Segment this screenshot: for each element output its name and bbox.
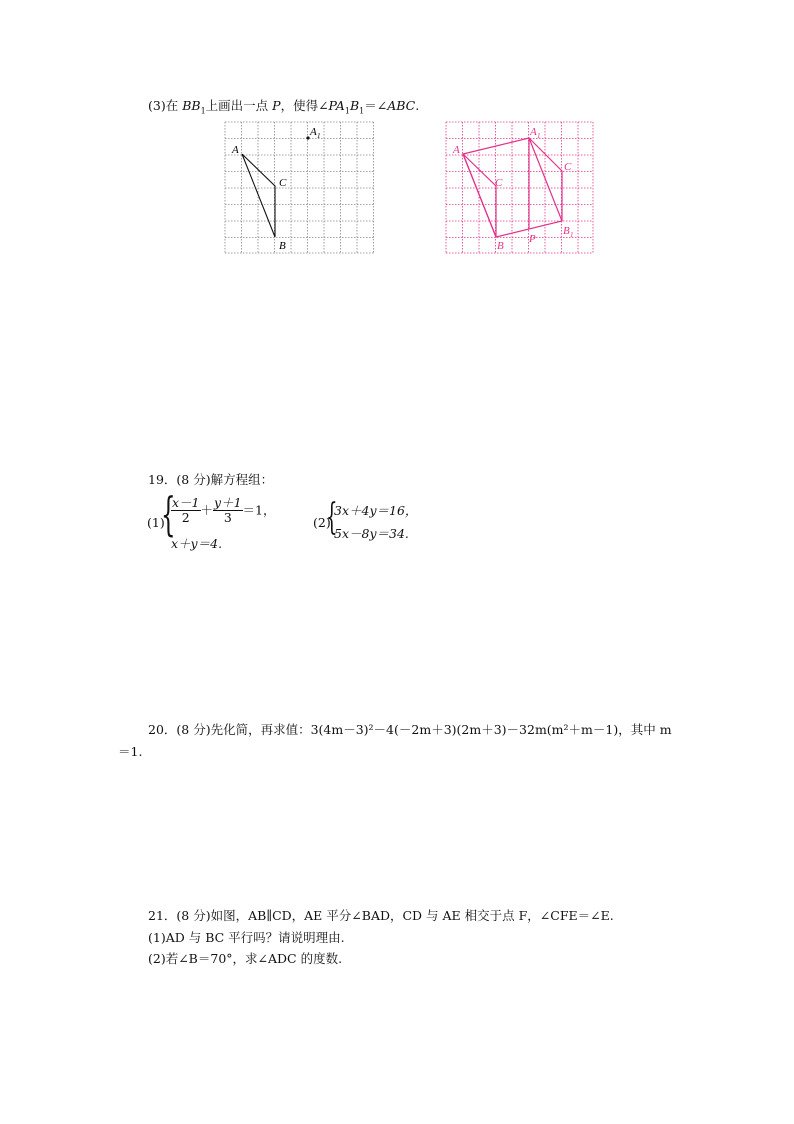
plus: ＋ [200,502,214,518]
label-a1: A [530,126,537,138]
label-b1: B [563,225,570,237]
figure-right-grid [445,121,595,255]
q19-title: 19．(8 分)解方程组： [148,472,274,487]
q18-comma: ，使得∠ [280,98,329,113]
frac2 [213,496,243,525]
frac1 [171,496,201,525]
q18-abc: ABC [387,98,416,113]
q19-eq4: 5x－8y＝34. [334,526,409,541]
label-a1-sub: 1 [537,132,541,140]
grid-lines [225,122,374,253]
q18-bb1: BB [182,98,201,113]
q18-sub1: 1 [200,106,206,116]
label-b: B [497,240,504,252]
frac1-num: x－1 [172,495,200,510]
label-a1-sub: 1 [317,132,321,140]
q21-line2: (1)AD 与 BC 平行吗？请说明理由. [148,930,345,945]
label-c: C [495,177,503,189]
label-c: C [279,177,287,189]
brace-1: { [161,487,176,541]
q18-eq: ＝∠ [364,98,388,113]
q18-part3-text [148,98,419,120]
q19-eq3: 3x＋4y＝16， [334,503,418,518]
q20-line1: 20．(8 分)先化简，再求值：3(4m－3)²－4(－2m＋3)(2m＋3)－32m(m²＋m－1)，其中 m [148,722,672,737]
q19-eq2: x＋y＝4. [171,536,223,551]
label-c2: C [564,161,572,173]
label-b1-sub: 1 [570,231,574,239]
q18-mid: 上画出一点 [205,98,273,113]
frac2-den: 3 [223,510,232,525]
frac1-den: 2 [181,510,190,525]
quad-a-a1-b1-b [463,138,562,237]
label-b: B [279,240,286,252]
q20-line2: ＝1. [118,744,143,759]
label-p: P [529,233,536,245]
frac2-num: y＋1 [214,495,242,510]
label-a: A [453,144,460,156]
triangle-abc [242,154,275,237]
q18-end: . [415,98,420,113]
label-a1: A [310,126,317,138]
q18-sub3: 1 [359,106,365,116]
q18-sub2: 1 [344,106,350,116]
q19-part1-label: (1) [147,515,165,530]
q18-b: B [349,98,360,113]
q19-part2-label: (2) [313,515,331,530]
q18-label: (3)在 [148,98,183,113]
label-a: A [232,144,239,156]
eq1-rhs: ＝1， [242,502,276,518]
figure-left-grid [224,121,376,255]
q19-eq1 [171,496,276,530]
q18-p: P [272,98,281,113]
brace-2: { [326,497,338,538]
q21-line3: (2)若∠B＝70°，求∠ADC 的度数. [148,951,343,966]
q18-pa: PA [328,98,345,113]
q21-line1: 21．(8 分)如图，AB∥CD，AE 平分∠BAD，CD 与 AE 相交于点 F，∠CFE＝∠E. [148,908,614,923]
